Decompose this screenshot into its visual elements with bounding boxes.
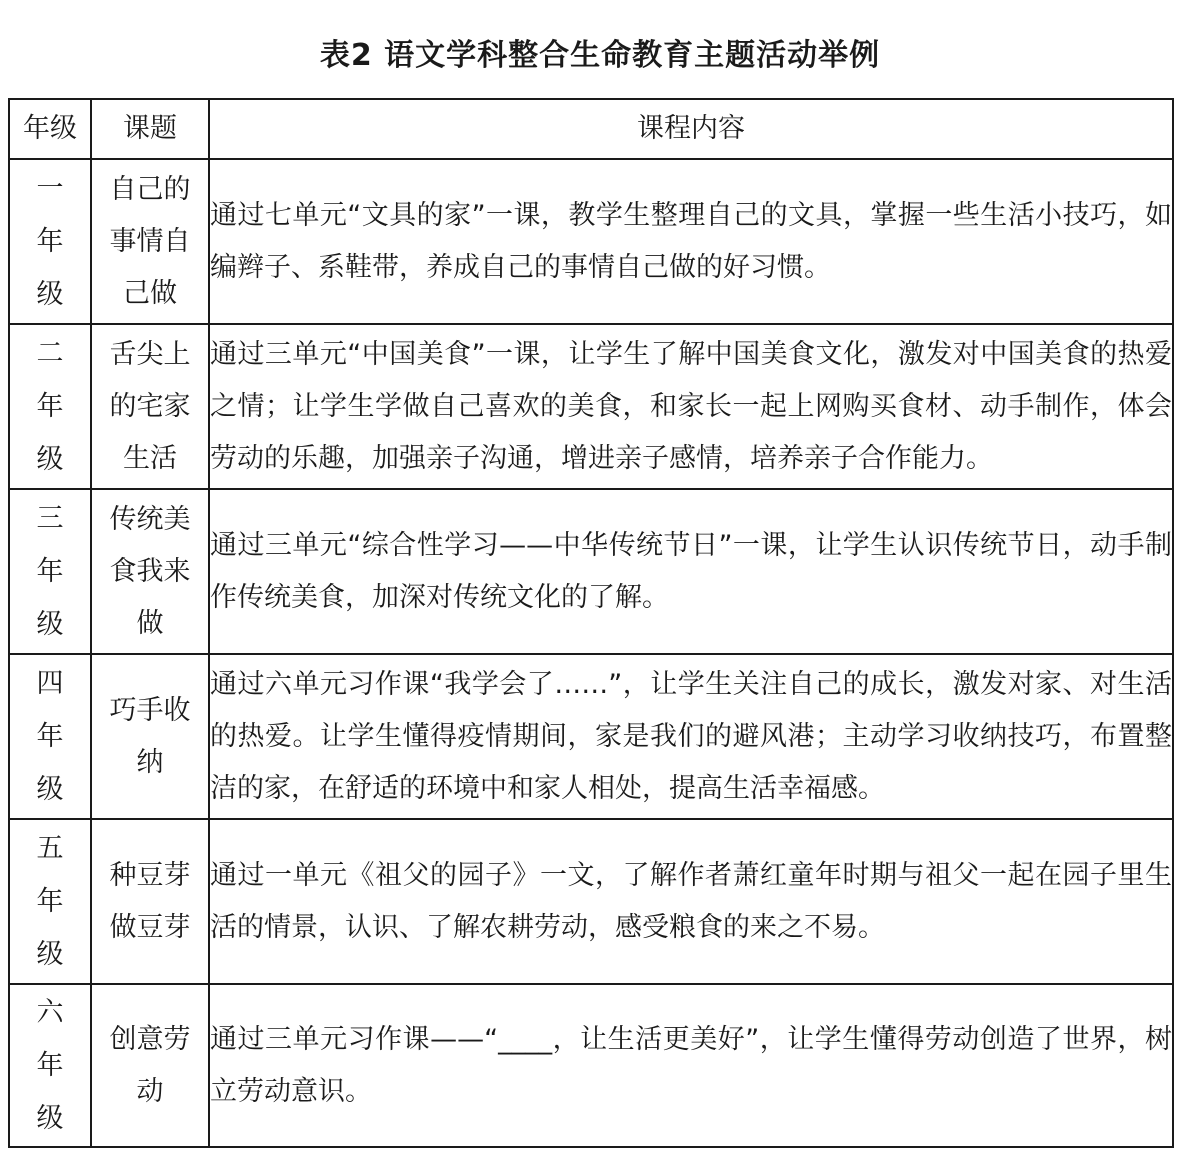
topic-cell [91, 984, 209, 1147]
header-grade: 年级 [9, 99, 91, 159]
topic-cell [91, 324, 209, 489]
topic-text: 创意劳动 [109, 1023, 191, 1107]
table-row [9, 489, 1173, 654]
grade-cell [9, 819, 91, 984]
grade-cell [9, 324, 91, 489]
grade-text: 四年级 [36, 668, 64, 805]
header-topic: 课题 [91, 99, 209, 159]
table-row [9, 324, 1173, 489]
grade-cell [9, 654, 91, 819]
content-text: 通过三单元习作课——“____，让生活更美好”，让学生懂得劳动创造了世界，树立劳动意识。 [210, 1023, 1172, 1107]
table-row [9, 159, 1173, 324]
grade-text: 一年级 [36, 173, 64, 310]
content-text: 通过三单元“综合性学习——中华传统节日”一课，让学生认识传统节日，动手制作传统美食，加深对传统文化的了解。 [210, 529, 1172, 613]
grade-text: 六年级 [36, 997, 64, 1134]
content-text: 通过七单元“文具的家”一课，教学生整理自己的文具，掌握一些生活小技巧，如编辫子、系鞋带，养成自己的事情自己做的好习惯。 [210, 199, 1172, 283]
topic-text: 种豆芽做豆芽 [109, 859, 191, 943]
content-cell [209, 654, 1173, 819]
grade-cell [9, 489, 91, 654]
content-text: 通过三单元“中国美食”一课，让学生了解中国美食文化，激发对中国美食的热爱之情；让学生学做自己喜欢的美食，和家长一起上网购买食材、动手制作，体会劳动的乐趣，加强亲子沟通，增进亲子感情，培养亲子合作能力。 [210, 338, 1172, 474]
content-text: 通过一单元《祖父的园子》一文，了解作者萧红童年时期与祖父一起在园子里生活的情景，认识、了解农耕劳动，感受粮食的来之不易。 [210, 859, 1172, 943]
course-table [8, 98, 1174, 1148]
grade-text: 五年级 [36, 833, 64, 970]
topic-cell [91, 159, 209, 324]
topic-text: 巧手收纳 [109, 694, 191, 778]
header-content: 课程内容 [209, 99, 1173, 159]
topic-text: 自己的事情自己做 [109, 173, 191, 309]
table-title: 表2 语文学科整合生命教育主题活动举例 [319, 38, 881, 73]
content-cell [209, 819, 1173, 984]
content-cell [209, 489, 1173, 654]
grade-text: 三年级 [36, 503, 64, 640]
table-row [9, 984, 1173, 1147]
table-row [9, 654, 1173, 819]
content-cell [209, 324, 1173, 489]
grade-text: 二年级 [36, 338, 64, 475]
topic-text: 舌尖上的宅家生活 [109, 338, 191, 474]
table-row [9, 819, 1173, 984]
grade-cell [9, 984, 91, 1147]
topic-cell [91, 819, 209, 984]
table-header-row [9, 99, 1173, 159]
content-cell [209, 984, 1173, 1147]
topic-cell [91, 654, 209, 819]
topic-cell [91, 489, 209, 654]
content-cell [209, 159, 1173, 324]
content-text: 通过六单元习作课“我学会了……”，让学生关注自己的成长，激发对家、对生活的热爱。让学生懂得疫情期间，家是我们的避风港；主动学习收纳技巧，布置整洁的家，在舒适的环境中和家人相处，提高生活幸福感。 [210, 668, 1172, 804]
topic-text: 传统美食我来做 [109, 503, 191, 639]
grade-cell [9, 159, 91, 324]
